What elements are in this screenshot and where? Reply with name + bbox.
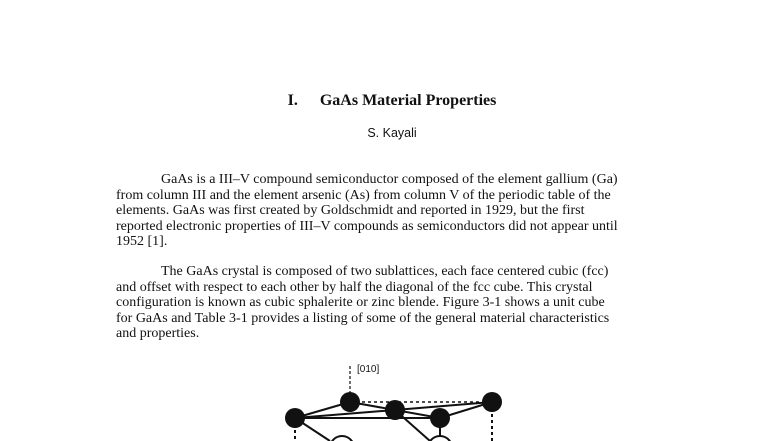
paragraph-intro	[116, 172, 676, 250]
unit-cell-figure	[270, 360, 510, 441]
atom-arsenic	[428, 436, 452, 441]
atom-gallium	[482, 392, 502, 412]
atom-gallium	[385, 400, 405, 420]
axis-label-010: [010]	[357, 364, 380, 375]
paragraph-line: reported electronic properties of III–V compounds as semiconductors did not appear until	[116, 218, 618, 234]
paragraph-crystal	[116, 264, 676, 342]
section-heading	[0, 91, 784, 111]
section-number: I.	[287, 92, 298, 109]
paragraph-line: and properties.	[116, 326, 200, 342]
paragraph-line: The GaAs crystal is composed of two sublattices, each face centered cubic (fcc)	[161, 264, 609, 279]
paragraph-line: elements. GaAs was first created by Goldschmidt and reported in 1929, but the first	[116, 203, 585, 219]
paragraph-line: GaAs is a III–V compound semiconductor composed of the element gallium (Ga)	[161, 172, 618, 187]
atom-gallium	[340, 392, 360, 412]
paragraph-line: configuration is known as cubic sphalerite or zinc blende. Figure 3-1 shows a unit cube	[116, 295, 605, 311]
paragraph-line: from column III and the element arsenic (As) from column V of the periodic table of the	[116, 187, 611, 203]
atom-gallium	[430, 408, 450, 428]
paragraph-line: for GaAs and Table 3-1 provides a listing of some of the general material characteristics	[116, 310, 610, 326]
paragraph-line: and offset with respect to each other by half the diagonal of the fcc cube. This crystal	[116, 279, 593, 295]
paragraph-line: 1952 [1].	[116, 234, 168, 250]
author-name: S. Kayali	[367, 126, 417, 140]
atom-gallium	[285, 408, 305, 428]
atom-arsenic	[330, 436, 354, 441]
section-title: GaAs Material Properties	[319, 92, 497, 109]
